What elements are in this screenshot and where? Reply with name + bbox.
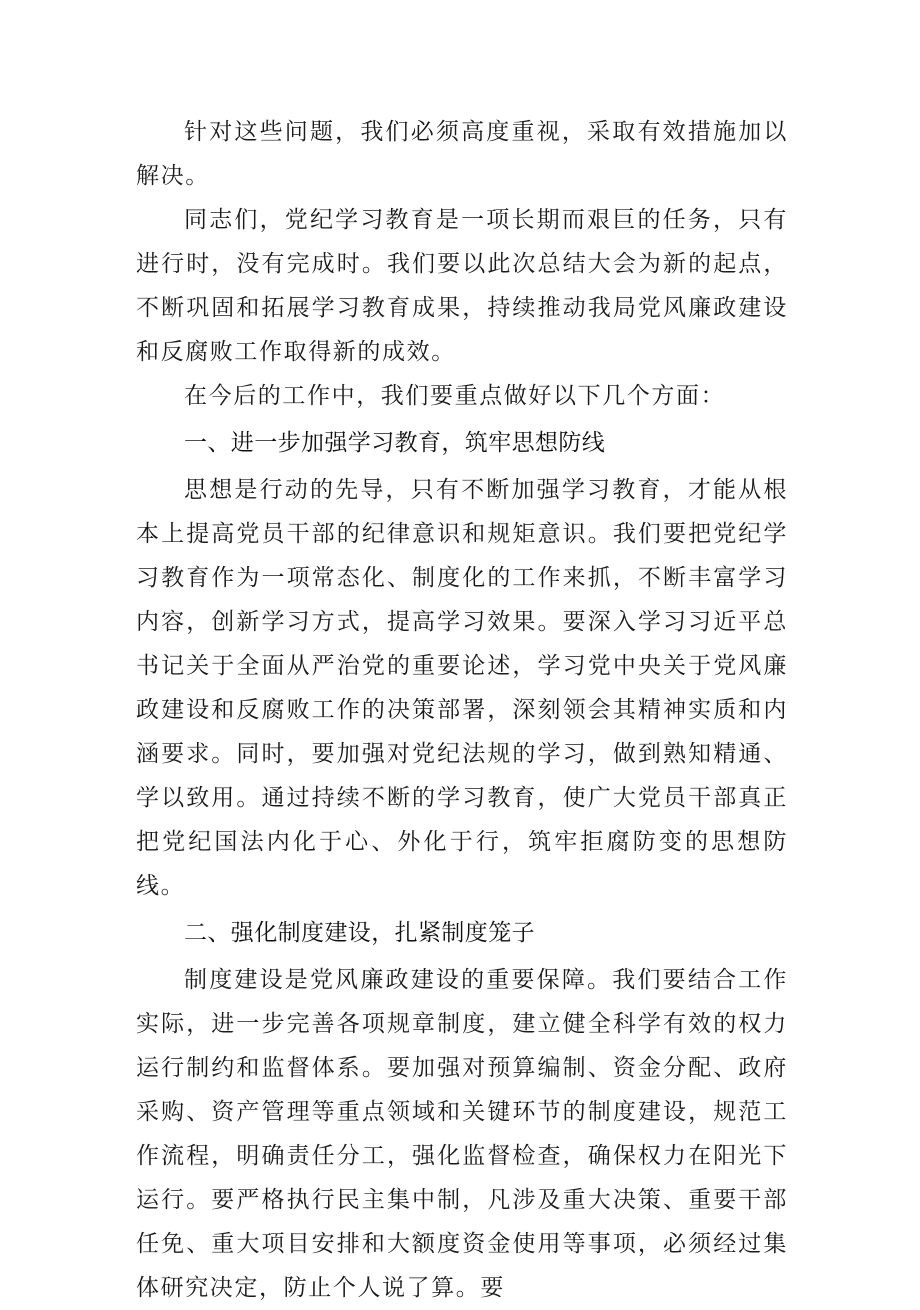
section-heading-2: 二、强化制度建设，扎紧制度笼子 — [184, 920, 535, 946]
paragraph-future-work: 在今后的工作中，我们要重点做好以下几个方面： — [184, 383, 726, 409]
paragraph-intro-conclusion: 针对这些问题，我们必须高度重视，采取有效措施加以解决。 — [136, 119, 788, 189]
paragraph-comrades: 同志们，党纪学习教育是一项长期而艰巨的任务，只有进行时，没有完成时。我们要以此次总结大会为新的起点，不断巩固和拓展学习教育成果，持续推动我局党风廉政建设和反腐败工作取得新的成效。 — [136, 207, 788, 365]
document-body — [136, 110, 788, 1310]
section-heading-1: 一、进一步加强学习教育，筑牢思想防线 — [184, 430, 606, 456]
paragraph-study-education: 思想是行动的先导，只有不断加强学习教育，才能从根本上提高党员干部的纪律意识和规矩意识。我们要把党纪学习教育作为一项常态化、制度化的工作来抓，不断丰富学习内容，创新学习方式，提高学习效果。要深入学习习近平总书记关于全面从严治党的重要论述，学习党中央关于党风廉政建设和反腐败工作的决策部署，深刻领会其精神实质和内涵要求。同时，要加强对党纪法规的学习，做到熟知精通、学以致用。通过持续不断的学习教育，使广大党员干部真正把党纪国法内化于心、外化于行，筑牢拒腐防变的思想防线。 — [136, 477, 788, 899]
paragraph-system-building: 制度建设是党风廉政建设的重要保障。我们要结合工作实际，进一步完善各项规章制度，建立健全科学有效的权力运行制约和监督体系。要加强对预算编制、资金分配、政府采购、资产管理等重点领域和关键环节的制度建设，规范工作流程，明确责任分工，强化监督检查，确保权力在阳光下运行。要严格执行民主集中制，凡涉及重大决策、重要干部任免、重大项目安排和大额度资金使用等事项，必须经过集体研究决定，防止个人说了算。要 — [136, 967, 788, 1301]
